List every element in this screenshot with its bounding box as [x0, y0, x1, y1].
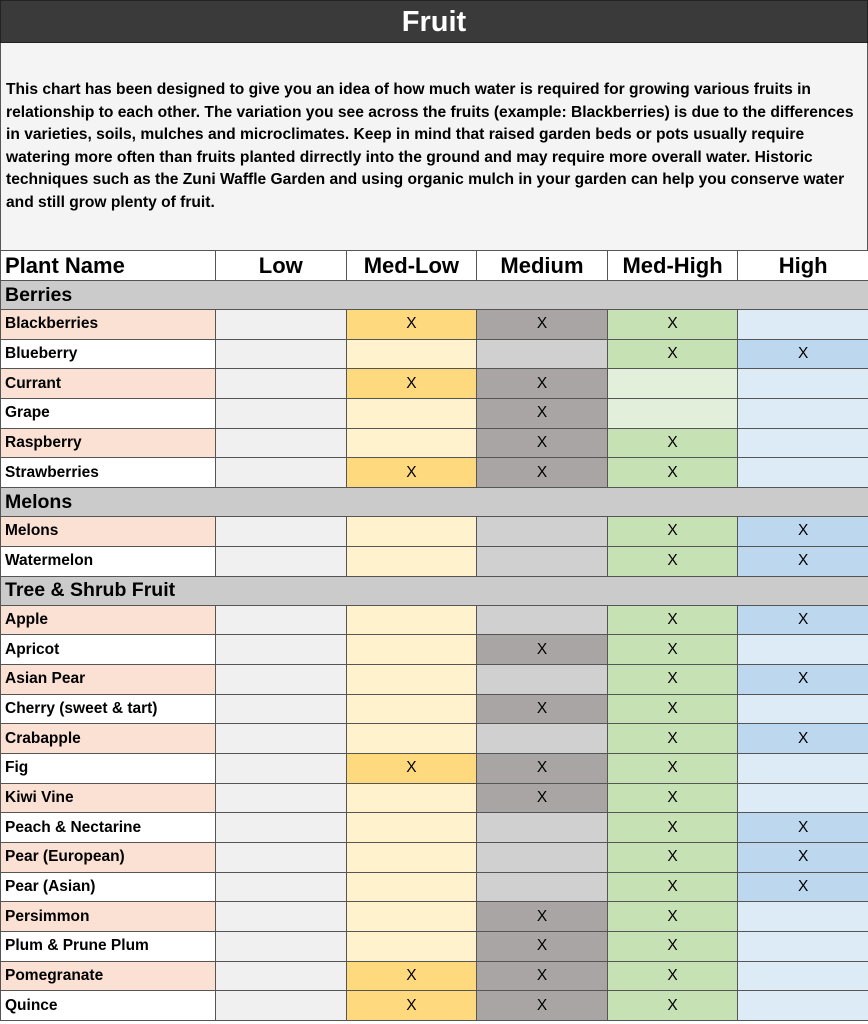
- column-header-med-high: Med-High: [607, 251, 738, 281]
- level-cell-low: [216, 961, 347, 991]
- level-cell-low: [216, 724, 347, 754]
- level-cell-med-high: X: [607, 635, 738, 665]
- plant-name: Pomegranate: [1, 961, 216, 991]
- level-cell-low: [216, 517, 347, 547]
- section-label: Tree & Shrub Fruit: [1, 576, 868, 605]
- level-cell-med-high: X: [607, 694, 738, 724]
- plant-name: Blackberries: [1, 310, 216, 340]
- table-row: [1, 813, 868, 843]
- level-cell-med-high: X: [607, 428, 738, 458]
- level-cell-med-low: X: [346, 753, 477, 783]
- level-cell-med-high: X: [607, 605, 738, 635]
- column-header-high: High: [738, 251, 868, 281]
- level-cell-low: [216, 369, 347, 399]
- plant-name: Strawberries: [1, 458, 216, 488]
- column-header-medium: Medium: [477, 251, 608, 281]
- level-cell-medium: X: [477, 932, 608, 962]
- table-row: [1, 872, 868, 902]
- table-row: [1, 458, 868, 488]
- level-cell-low: [216, 991, 347, 1021]
- level-cell-high: X: [738, 813, 868, 843]
- level-cell-medium: [477, 517, 608, 547]
- level-cell-high: [738, 369, 868, 399]
- intro-paragraph: This chart has been designed to give you an idea of how much water is required for growing various fruits in relationship to each other. The variation you see across the fruits (example: Blackberries) is due to the differences in varieties, soils, mulches and microclimates. Keep in mind that raised garden beds or pots usually require watering more often than fruits planted dirrectly into the ground and may require more overall water. Historic techniques such as the Zuni Waffle Garden and using organic mulch in your garden can help you conserve water and still grow plenty of fruit.: [0, 43, 868, 250]
- level-cell-med-low: [346, 605, 477, 635]
- table-row: [1, 605, 868, 635]
- table-row: [1, 843, 868, 873]
- level-cell-low: [216, 932, 347, 962]
- table-row: [1, 310, 868, 340]
- level-cell-med-low: [346, 932, 477, 962]
- level-cell-med-high: X: [607, 843, 738, 873]
- level-cell-medium: [477, 339, 608, 369]
- level-cell-med-high: X: [607, 783, 738, 813]
- level-cell-med-low: [346, 902, 477, 932]
- level-cell-medium: X: [477, 753, 608, 783]
- level-cell-low: [216, 694, 347, 724]
- level-cell-med-low: X: [346, 458, 477, 488]
- level-cell-high: X: [738, 872, 868, 902]
- level-cell-medium: X: [477, 399, 608, 429]
- level-cell-medium: [477, 664, 608, 694]
- level-cell-med-low: [346, 783, 477, 813]
- section-row: [1, 576, 868, 605]
- plant-name: Cherry (sweet & tart): [1, 694, 216, 724]
- table-row: [1, 902, 868, 932]
- level-cell-high: [738, 753, 868, 783]
- level-cell-med-low: [346, 872, 477, 902]
- column-header-med-low: Med-Low: [346, 251, 477, 281]
- plant-name: Melons: [1, 517, 216, 547]
- level-cell-medium: [477, 843, 608, 873]
- level-cell-medium: X: [477, 902, 608, 932]
- table-row: [1, 932, 868, 962]
- level-cell-med-high: X: [607, 458, 738, 488]
- level-cell-medium: X: [477, 428, 608, 458]
- table-row: [1, 517, 868, 547]
- level-cell-med-high: X: [607, 310, 738, 340]
- section-row: [1, 488, 868, 517]
- level-cell-med-low: [346, 813, 477, 843]
- level-cell-high: X: [738, 546, 868, 576]
- level-cell-low: [216, 753, 347, 783]
- section-row: [1, 281, 868, 310]
- plant-name: Fig: [1, 753, 216, 783]
- level-cell-med-high: [607, 369, 738, 399]
- level-cell-med-high: X: [607, 724, 738, 754]
- plant-name: Grape: [1, 399, 216, 429]
- plant-name: Quince: [1, 991, 216, 1021]
- level-cell-med-low: X: [346, 961, 477, 991]
- table-row: [1, 399, 868, 429]
- column-header-low: Low: [216, 251, 347, 281]
- plant-name: Peach & Nectarine: [1, 813, 216, 843]
- table-header-row: [1, 251, 868, 281]
- level-cell-low: [216, 902, 347, 932]
- level-cell-medium: X: [477, 310, 608, 340]
- level-cell-medium: [477, 872, 608, 902]
- plant-name: Blueberry: [1, 339, 216, 369]
- level-cell-low: [216, 428, 347, 458]
- level-cell-low: [216, 605, 347, 635]
- level-cell-med-high: X: [607, 961, 738, 991]
- level-cell-med-low: [346, 724, 477, 754]
- level-cell-med-high: X: [607, 339, 738, 369]
- level-cell-med-high: X: [607, 664, 738, 694]
- level-cell-low: [216, 458, 347, 488]
- table-row: [1, 664, 868, 694]
- level-cell-high: X: [738, 724, 868, 754]
- level-cell-med-high: [607, 399, 738, 429]
- level-cell-high: [738, 399, 868, 429]
- plant-name: Plum & Prune Plum: [1, 932, 216, 962]
- level-cell-med-high: X: [607, 902, 738, 932]
- table-row: [1, 783, 868, 813]
- plant-name: Pear (Asian): [1, 872, 216, 902]
- level-cell-med-low: [346, 517, 477, 547]
- plant-name: Apricot: [1, 635, 216, 665]
- level-cell-medium: [477, 813, 608, 843]
- level-cell-low: [216, 664, 347, 694]
- level-cell-high: [738, 458, 868, 488]
- plant-name: Apple: [1, 605, 216, 635]
- water-requirement-table: [0, 250, 868, 1021]
- level-cell-medium: X: [477, 991, 608, 1021]
- level-cell-med-low: [346, 664, 477, 694]
- level-cell-med-low: X: [346, 310, 477, 340]
- table-row: [1, 635, 868, 665]
- level-cell-medium: X: [477, 369, 608, 399]
- level-cell-med-low: X: [346, 991, 477, 1021]
- column-header-plant-name: Plant Name: [1, 251, 216, 281]
- table-row: [1, 694, 868, 724]
- level-cell-med-low: [346, 843, 477, 873]
- level-cell-medium: X: [477, 694, 608, 724]
- level-cell-low: [216, 546, 347, 576]
- plant-name: Currant: [1, 369, 216, 399]
- level-cell-med-low: [346, 546, 477, 576]
- table-row: [1, 753, 868, 783]
- plant-name: Asian Pear: [1, 664, 216, 694]
- level-cell-medium: [477, 605, 608, 635]
- level-cell-med-high: X: [607, 932, 738, 962]
- level-cell-high: [738, 310, 868, 340]
- level-cell-medium: X: [477, 458, 608, 488]
- plant-name: Persimmon: [1, 902, 216, 932]
- level-cell-low: [216, 872, 347, 902]
- level-cell-medium: X: [477, 783, 608, 813]
- plant-name: Raspberry: [1, 428, 216, 458]
- level-cell-high: [738, 932, 868, 962]
- level-cell-high: [738, 635, 868, 665]
- level-cell-high: [738, 991, 868, 1021]
- level-cell-high: [738, 961, 868, 991]
- level-cell-med-high: X: [607, 991, 738, 1021]
- plant-name: Kiwi Vine: [1, 783, 216, 813]
- level-cell-low: [216, 310, 347, 340]
- level-cell-low: [216, 635, 347, 665]
- level-cell-high: X: [738, 843, 868, 873]
- level-cell-high: [738, 428, 868, 458]
- level-cell-medium: X: [477, 635, 608, 665]
- level-cell-low: [216, 813, 347, 843]
- level-cell-med-low: [346, 694, 477, 724]
- plant-name: Watermelon: [1, 546, 216, 576]
- table-row: [1, 961, 868, 991]
- level-cell-high: [738, 694, 868, 724]
- level-cell-med-high: X: [607, 546, 738, 576]
- level-cell-med-low: [346, 428, 477, 458]
- plant-name: Pear (European): [1, 843, 216, 873]
- level-cell-low: [216, 843, 347, 873]
- level-cell-medium: X: [477, 961, 608, 991]
- level-cell-high: X: [738, 605, 868, 635]
- section-label: Melons: [1, 488, 868, 517]
- level-cell-high: [738, 783, 868, 813]
- level-cell-medium: [477, 724, 608, 754]
- level-cell-low: [216, 399, 347, 429]
- level-cell-med-high: X: [607, 753, 738, 783]
- table-row: [1, 546, 868, 576]
- level-cell-med-high: X: [607, 517, 738, 547]
- level-cell-medium: [477, 546, 608, 576]
- table-row: [1, 724, 868, 754]
- level-cell-low: [216, 339, 347, 369]
- page-title: Fruit: [0, 0, 868, 43]
- level-cell-med-low: X: [346, 369, 477, 399]
- level-cell-high: [738, 902, 868, 932]
- section-label: Berries: [1, 281, 868, 310]
- level-cell-med-high: X: [607, 872, 738, 902]
- table-row: [1, 339, 868, 369]
- table-row: [1, 428, 868, 458]
- table-row: [1, 369, 868, 399]
- level-cell-med-high: X: [607, 813, 738, 843]
- level-cell-med-low: [346, 399, 477, 429]
- level-cell-high: X: [738, 339, 868, 369]
- level-cell-med-low: [346, 339, 477, 369]
- table-row: [1, 991, 868, 1021]
- level-cell-med-low: [346, 635, 477, 665]
- level-cell-high: X: [738, 664, 868, 694]
- level-cell-high: X: [738, 517, 868, 547]
- level-cell-low: [216, 783, 347, 813]
- plant-name: Crabapple: [1, 724, 216, 754]
